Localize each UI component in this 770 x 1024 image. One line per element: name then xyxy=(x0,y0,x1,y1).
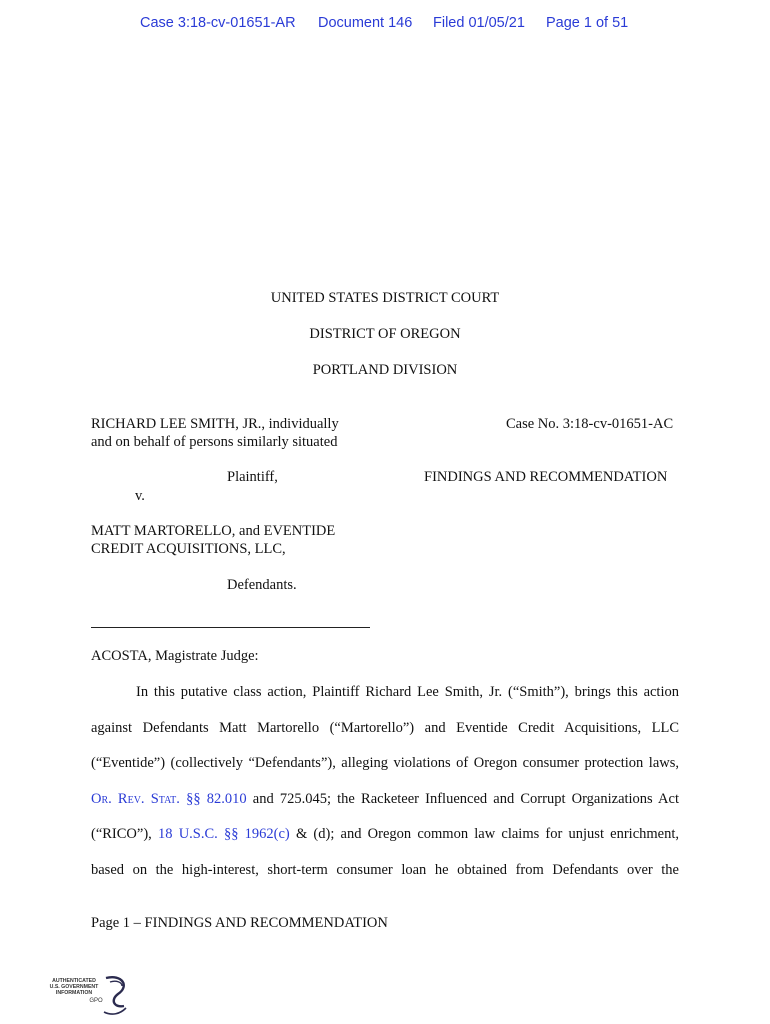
header-document-number: Document 146 xyxy=(318,15,413,31)
case-number: Case No. 3:18-cv-01651-AC xyxy=(506,416,674,432)
body-line-5-text: & (d); and Oregon common law claims for unjust enrichment, xyxy=(289,826,680,842)
defendant-name-cont: CREDIT ACQUISITIONS, LLC, xyxy=(91,541,286,557)
header-filed-date: Filed 01/05/21 xyxy=(433,15,525,31)
plaintiff-name: RICHARD LEE SMITH, JR., individually xyxy=(91,416,339,432)
body-line-6: based on the high-interest, short-term consumer loan he obtained from Defendants over the xyxy=(91,862,679,878)
defendant-role: Defendants. xyxy=(227,577,297,593)
caption-rule xyxy=(91,627,370,628)
usc-statute-link[interactable]: 18 U.S.C. §§ 1962(c) xyxy=(158,826,290,842)
body-line-4 xyxy=(91,791,679,808)
plaintiff-description: and on behalf of persons similarly situated xyxy=(91,434,338,450)
court-name: UNITED STATES DISTRICT COURT xyxy=(270,290,500,306)
seal-line-3: INFORMATION xyxy=(55,990,93,996)
body-line-5-prefix: (“RICO”), xyxy=(91,826,158,842)
page-footer: Page 1 – FINDINGS AND RECOMMENDATION xyxy=(91,915,388,931)
seal-line-2: U.S. GOVERNMENT xyxy=(49,984,99,990)
seal-line-4: GPO xyxy=(89,998,103,1004)
body-line-5 xyxy=(91,826,679,843)
seal-eagle-head xyxy=(110,981,122,986)
body-line-1: In this putative class action, Plaintiff Richard Lee Smith, Jr. (“Smith”), brings this action xyxy=(136,684,679,700)
gpo-authentication-seal-icon xyxy=(44,972,134,1018)
plaintiff-role: Plaintiff, xyxy=(227,469,278,485)
defendant-name: MATT MARTORELLO, and EVENTIDE xyxy=(91,523,336,539)
document-title: FINDINGS AND RECOMMENDATION xyxy=(424,469,668,485)
body-line-2: against Defendants Matt Martorello (“Martorello”) and Eventide Credit Acquisitions, LLC xyxy=(91,720,679,736)
court-district: DISTRICT OF OREGON xyxy=(309,326,461,342)
court-division: PORTLAND DIVISION xyxy=(312,362,458,378)
versus: v. xyxy=(135,488,145,504)
oregon-statute-link[interactable]: Or. Rev. Stat. §§ 82.010 xyxy=(91,791,247,807)
body-line-4-text: and 725.045; the Racketeer Influenced and Corrupt Organizations Act xyxy=(246,791,679,807)
header-page-count: Page 1 of 51 xyxy=(546,15,629,31)
judge-line: ACOSTA, Magistrate Judge: xyxy=(91,648,259,664)
seal-eagle-tail xyxy=(104,1008,126,1014)
header-case-number: Case 3:18-cv-01651-AR xyxy=(140,15,296,31)
seal-line-1: AUTHENTICATED xyxy=(52,978,96,984)
body-line-3: (“Eventide”) (collectively “Defendants”), alleging violations of Oregon consumer protection laws, xyxy=(91,755,679,771)
